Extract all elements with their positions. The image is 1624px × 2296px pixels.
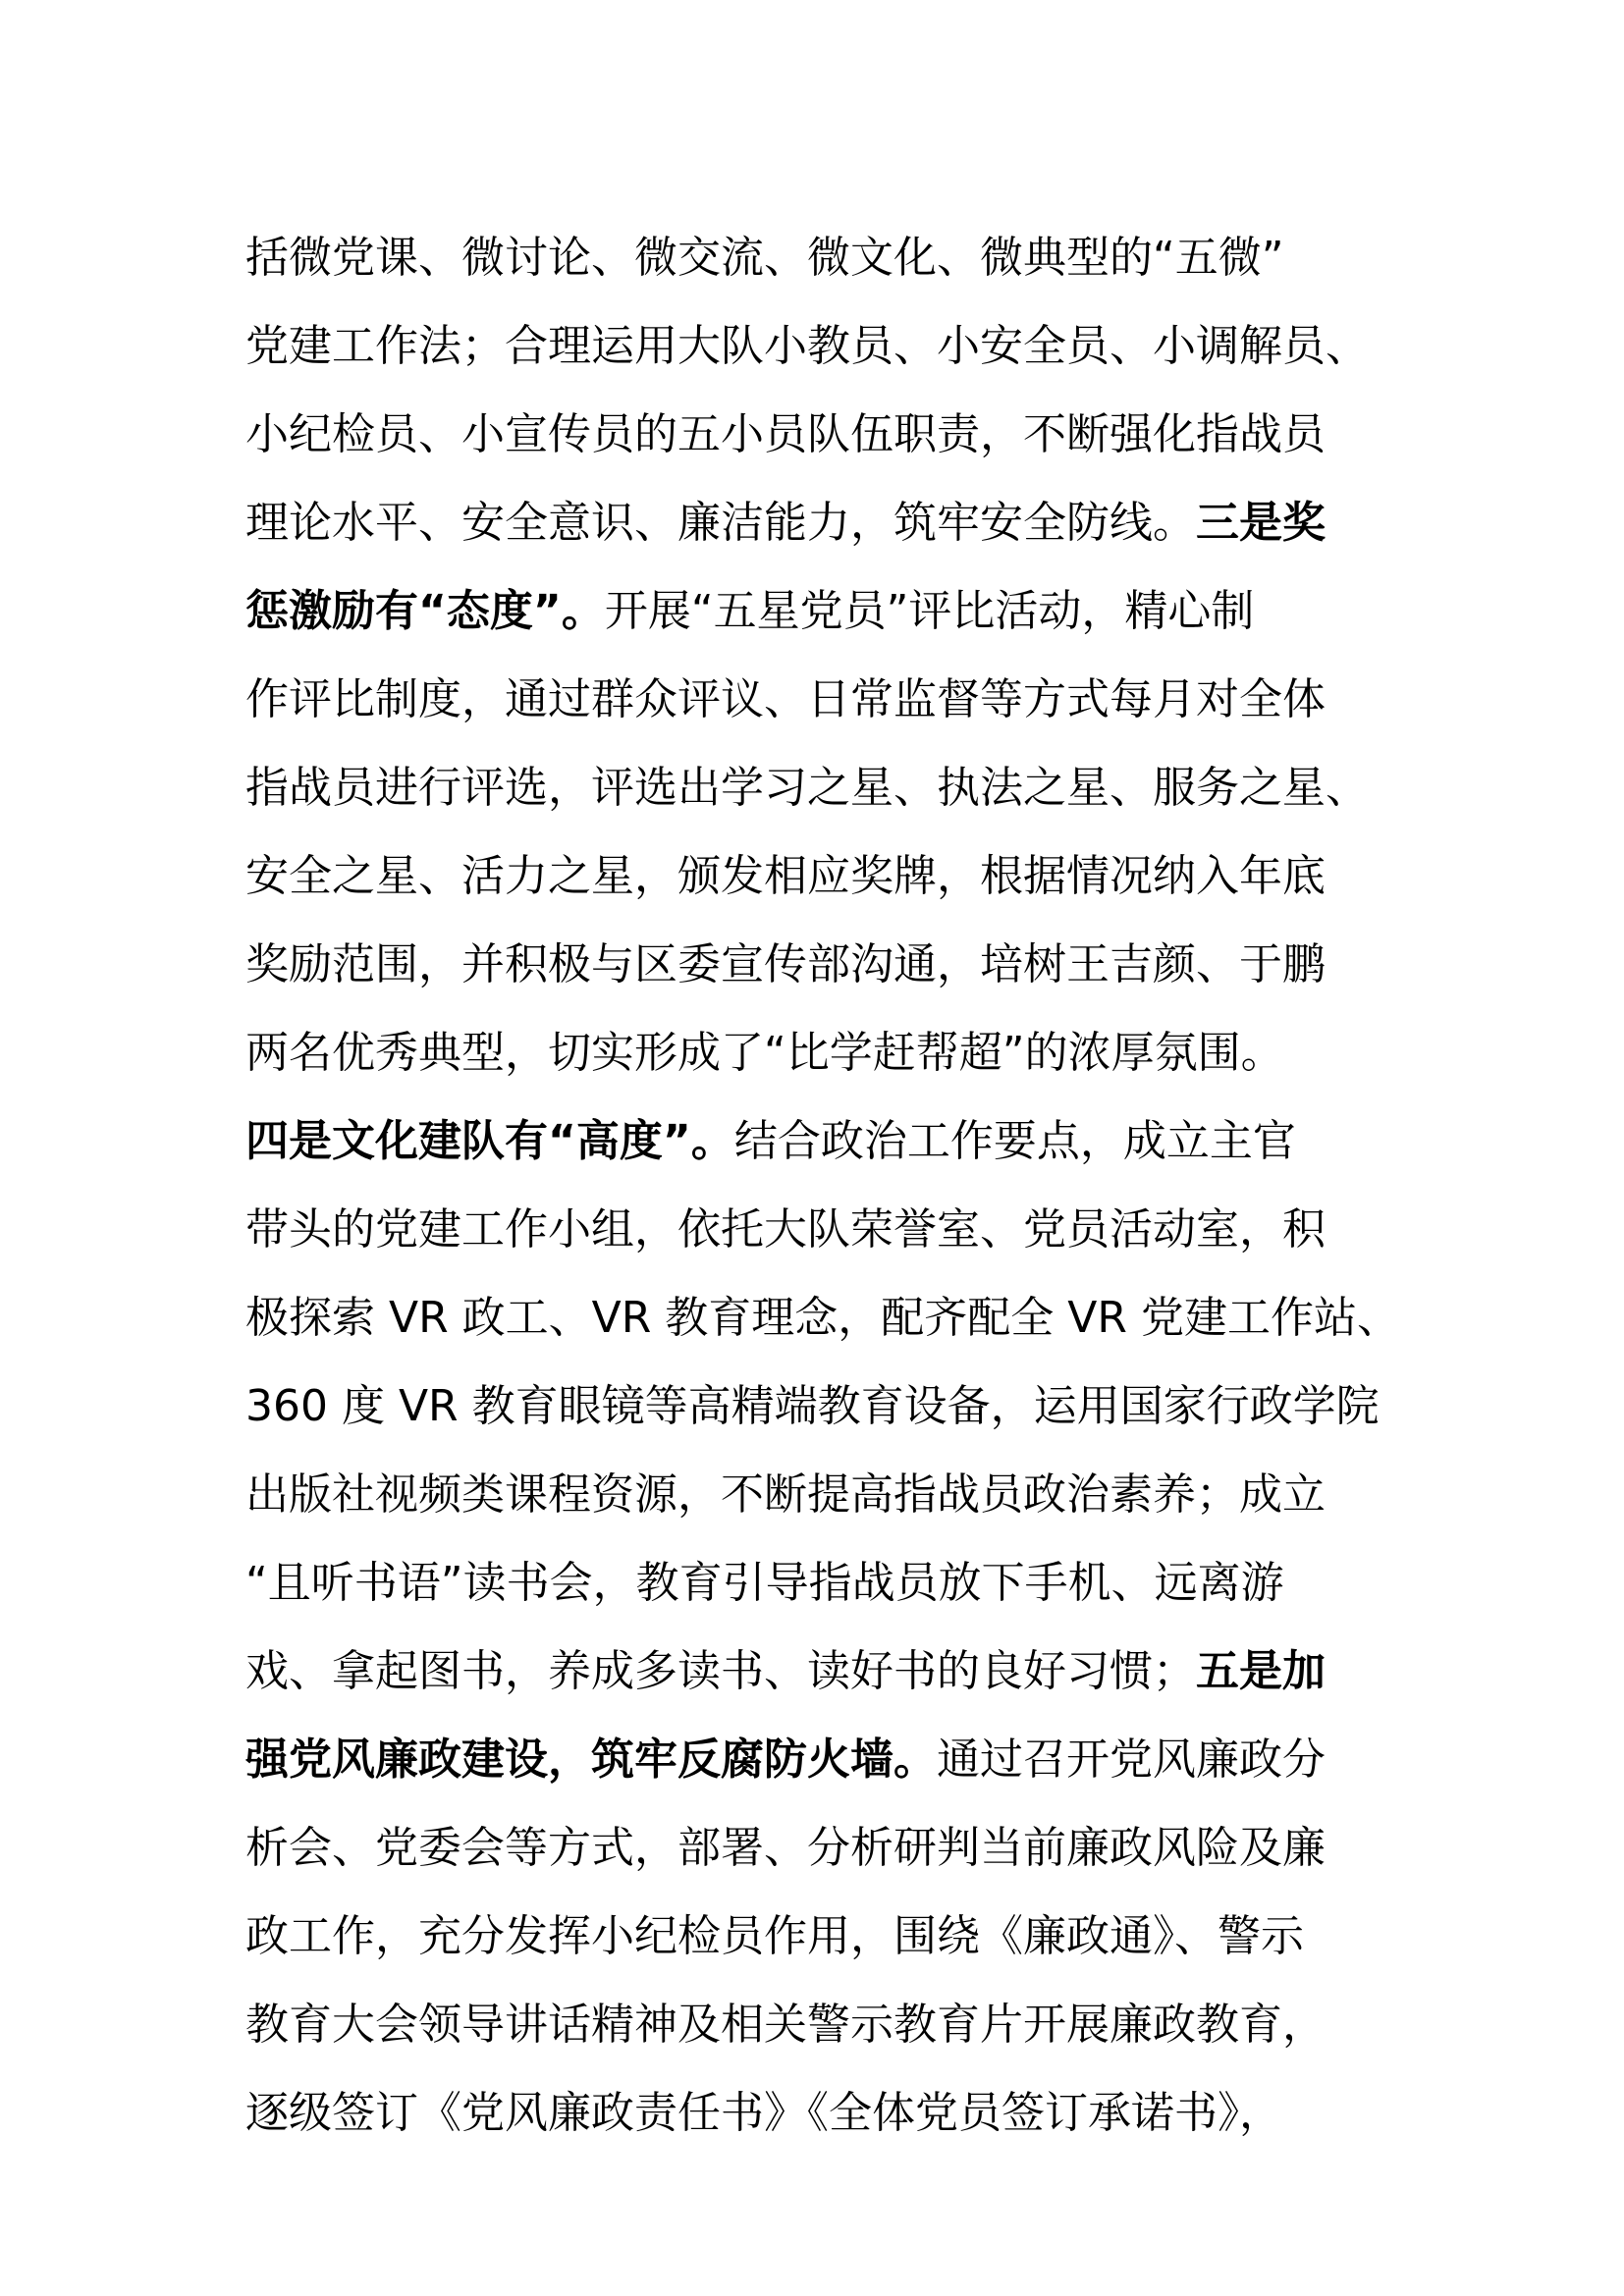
text-line: [245, 1893, 1404, 1981]
text-segment: 逐级签订《党风廉政责任书》《全体党员签订承诺书》，: [245, 2088, 1282, 2138]
text-segment: 戏、拿起图书，养成多读书、读好书的良好习惯；: [245, 1646, 1196, 1696]
text-line: [245, 744, 1404, 832]
text-line: [245, 656, 1404, 744]
text-line: [245, 567, 1404, 656]
text-line: [245, 921, 1404, 1009]
text-line: [245, 1097, 1404, 1186]
text-segment: 理论水平、安全意识、廉洁能力，筑牢安全防线。: [245, 498, 1196, 548]
text-segment: 结合政治工作要点，成立主官: [733, 1116, 1296, 1166]
body-text: [245, 214, 1404, 2158]
text-segment: 作评比制度，通过群众评议、日常监督等方式每月对全体: [245, 674, 1326, 724]
text-segment: 教育大会领导讲话精神及相关警示教育片开展廉政教育，: [245, 2000, 1326, 2050]
text-segment: 两名优秀典型，切实形成了“比学赶帮超”的浓厚氛围。: [245, 1028, 1284, 1078]
bold-text-segment: 五是加: [1196, 1646, 1326, 1696]
text-line: [245, 1981, 1404, 2069]
text-line: [245, 1451, 1404, 1539]
text-line: [245, 2069, 1404, 2158]
text-line: [245, 1804, 1404, 1893]
text-line: [245, 1362, 1404, 1451]
text-segment: 小纪检员、小宣传员的五小员队伍职责，不断强化指战员: [245, 409, 1326, 459]
bold-text-segment: 强党风廉政建设，筑牢反腐防火墙。: [245, 1735, 937, 1785]
text-line: [245, 302, 1404, 391]
text-segment: 政工作，充分发挥小纪检员作用，围绕《廉政通》、警示: [245, 1911, 1304, 1961]
text-segment: 带头的党建工作小组，依托大队荣誉室、党员活动室，积: [245, 1204, 1326, 1255]
bold-text-segment: 惩激励有“态度”。: [245, 586, 605, 636]
text-line: [245, 214, 1404, 302]
text-line: [245, 1716, 1404, 1804]
text-segment: 开展“五星党员”评比活动，精心制: [604, 586, 1255, 636]
text-segment: 360 度 VR 教育眼镜等高精端教育设备，运用国家行政学院: [245, 1381, 1380, 1431]
text-line: [245, 1186, 1404, 1274]
text-segment: “且听书语”读书会，教育引导指战员放下手机、远离游: [245, 1558, 1284, 1608]
text-segment: 括微党课、微讨论、微交流、微文化、微典型的“五微”: [245, 233, 1284, 283]
text-line: [245, 391, 1404, 479]
bold-text-segment: 三是奖: [1196, 498, 1326, 548]
text-segment: 析会、党委会等方式，部署、分析研判当前廉政风险及廉: [245, 1823, 1326, 1873]
text-line: [245, 479, 1404, 567]
text-segment: 指战员进行评选，评选出学习之星、执法之星、服务之星、: [245, 763, 1369, 813]
text-segment: 出版社视频类课程资源，不断提高指战员政治素养；成立: [245, 1469, 1326, 1520]
text-line: [245, 832, 1404, 921]
text-line: [245, 1628, 1404, 1716]
text-segment: 安全之星、活力之星，颁发相应奖牌，根据情况纳入年底: [245, 851, 1326, 901]
bold-text-segment: 四是文化建队有“高度”。: [245, 1116, 734, 1166]
text-segment: 党建工作法；合理运用大队小教员、小安全员、小调解员、: [245, 321, 1369, 371]
text-segment: 奖励范围，并积极与区委宣传部沟通，培树王吉颜、于鹏: [245, 939, 1326, 989]
text-line: [245, 1539, 1404, 1628]
text-line: [245, 1009, 1404, 1097]
text-line: [245, 1274, 1404, 1362]
text-segment: 通过召开党风廉政分: [937, 1735, 1326, 1785]
text-segment: 极探索 VR 政工、VR 教育理念，配齐配全 VR 党建工作站、: [245, 1293, 1400, 1343]
